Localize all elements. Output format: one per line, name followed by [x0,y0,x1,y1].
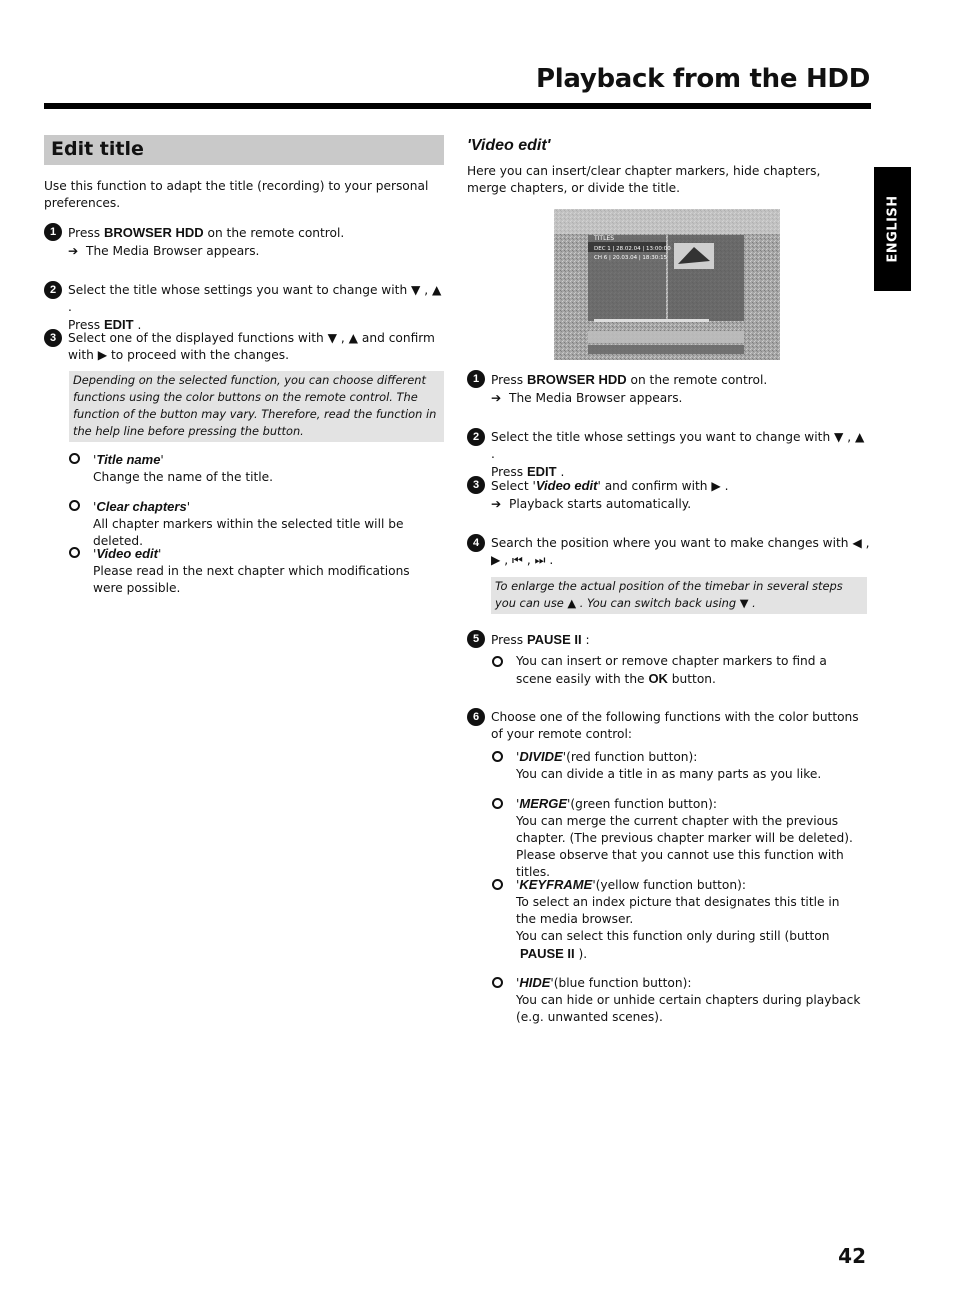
step-text: . [133,318,142,332]
left-intro: Use this function to adapt the title (recording) to your personal preferences. [44,179,429,210]
function-desc: You can merge the current chapter with the previous chapter. (The previous chapter marker will be deleted). Please observe that you cannot use this function with titles. [516,814,853,879]
right-step-5 [491,631,871,649]
function-keyframe: 'KEYFRAME'(yellow function button): To select an index picture that designates this title in the media browser. You can select this function only during still (button PAUSE II ). [516,876,846,963]
function-name: HIDE [519,975,551,990]
right-step-3 [491,477,871,513]
bullet-text: You can insert or remove chapter markers to find a scene easily with the [516,654,827,686]
step-number: 6 [467,708,485,726]
step-text: on the remote control. [626,373,768,387]
page-number: 42 [838,1244,866,1268]
key-edit: EDIT [103,317,134,332]
right-intro: Here you can insert/clear chapter markers, hide chapters, merge chapters, or divide the title. [467,164,821,195]
key-pause: PAUSE II [526,632,582,647]
step-result: The Media Browser appears. [86,244,260,258]
step-text: Choose one of the following functions with the color buttons of your remote control: [491,710,859,741]
option-name: Clear chapters [96,499,187,514]
step-text: Press [68,226,104,240]
function-suffix: (blue function button): [553,976,692,990]
function-suffix: (green function button): [570,797,717,811]
section-heading [44,135,444,165]
bullet-text: button. [667,672,716,686]
function-desc: To select an index picture that designates this title in the media browser. [516,895,840,926]
option-name: Video edit [96,546,158,561]
bullet-icon [492,798,503,809]
key-browser-hdd: BROWSER HDD [526,372,627,387]
key-pause: PAUSE II [520,946,575,961]
right-step-1 [491,371,871,407]
option-name: Title name [96,452,161,467]
step-text: . [556,465,565,479]
subsection-title: 'Video edit' [467,137,551,154]
page-title: Playback from the HDD [536,64,870,94]
step-text: ▶ , ⏮ , ⏭ . [491,553,554,567]
bullet-icon [492,656,503,667]
step-number: 2 [467,428,485,446]
bullet-icon [69,547,80,558]
right-step-6 [491,709,861,743]
function-desc: ). [574,947,588,961]
option-desc: Change the name of the title. [93,470,274,484]
step-text: Press [68,318,104,332]
left-step-1 [68,224,448,260]
function-desc: You can divide a title in as many parts as you like. [516,767,822,781]
step-number: 3 [44,329,62,347]
step-text: on the remote control. [203,226,345,240]
screenshot-row: TITLES [594,235,615,242]
step-text: : [581,633,590,647]
step-text: Search the position where you want to make changes with ◀ , [491,536,870,550]
bullet-icon [492,879,503,890]
language-label: ENGLISH [885,195,900,263]
key-ok: OK [648,671,668,686]
step-text: Select the title whose settings you want to change with ▼ , ▲ . [491,430,865,461]
function-name: KEYFRAME [519,877,593,892]
option-clear-chapters: 'Clear chapters' All chapter markers within the selected title will be deleted. [93,498,443,550]
result-arrow-icon: ➔ [68,244,79,258]
step-number: 5 [467,630,485,648]
screenshot-row: CH 6 | 20.03.04 | 18:30:15 [594,255,668,261]
step-text: Select ' [491,479,536,493]
bullet-icon [69,453,80,464]
option-title-name: 'Title name' Change the name of the title. [93,451,443,486]
bullet-icon [69,500,80,511]
step-text: Press [491,373,527,387]
step-text: with ▶ to proceed with the changes. [68,348,290,362]
function-suffix: (yellow function button): [595,878,746,892]
left-step-2 [68,282,448,334]
function-desc: You can hide or unhide certain chapters during playback (e.g. unwanted scenes). [516,993,861,1024]
option-desc: Please read in the next chapter which modifications were possible. [93,564,410,595]
video-edit-label: Video edit [535,478,598,493]
bullet-icon [492,751,503,762]
screenshot-row: DEC 1 | 28.02.04 | 13:00:00 [594,246,671,252]
step-result: The Media Browser appears. [509,391,683,405]
step-number: 2 [44,281,62,299]
language-tab [874,167,911,291]
function-divide: 'DIVIDE'(red function button): You can divide a title in as many parts as you like. [516,748,866,783]
step-text: ' and confirm with ▶ . [597,479,729,493]
function-name: DIVIDE [519,749,563,764]
right-note: To enlarge the actual position of the timebar in several steps you can use ▲ . You can switch back using ▼ . [491,577,867,614]
step-text: Press [491,633,527,647]
screenshot-graphic [554,209,780,360]
key-edit: EDIT [526,464,557,479]
step-number: 1 [44,223,62,241]
step-number: 3 [467,476,485,494]
function-suffix: (red function button): [566,750,698,764]
step-text: Press [491,465,527,479]
result-arrow-icon: ➔ [491,391,502,405]
bullet-icon [492,977,503,988]
step-text: Select the title whose settings you want to change with ▼ , ▲ . [68,283,442,314]
section-title: Edit title [51,138,144,160]
header-rule [44,103,871,109]
right-step-4 [491,535,871,569]
step-result: Playback starts automatically. [509,497,692,511]
option-video-edit: 'Video edit' Please read in the next chapter which modifications were possible. [93,545,438,597]
step5-bullet [516,653,856,688]
step-number: 4 [467,534,485,552]
result-arrow-icon: ➔ [491,497,502,511]
right-step-2 [491,429,871,481]
function-merge: 'MERGE'(green function button): You can merge the current chapter with the previous chapter. (The previous chapter marker will be deleted). Please observe that you cannot use this function with titles. [516,795,868,881]
option-desc: All chapter markers within the selected title will be deleted. [93,517,404,548]
left-note: Depending on the selected function, you can choose different functions using the color buttons on the remote control. The function of the button may vary. Therefore, read the function in the help line before pressing the button. [69,371,444,442]
left-step-3 [68,330,448,364]
step-text: Select one of the displayed functions with ▼ , ▲ and confirm [68,331,435,345]
key-browser-hdd: BROWSER HDD [103,225,204,240]
function-name: MERGE [519,796,568,811]
function-desc: You can select this function only during still (button [516,929,830,943]
media-browser-screenshot [554,209,780,360]
step-number: 1 [467,370,485,388]
function-hide: 'HIDE'(blue function button): You can hide or unhide certain chapters during playback (e.g. unwanted scenes). [516,974,866,1026]
